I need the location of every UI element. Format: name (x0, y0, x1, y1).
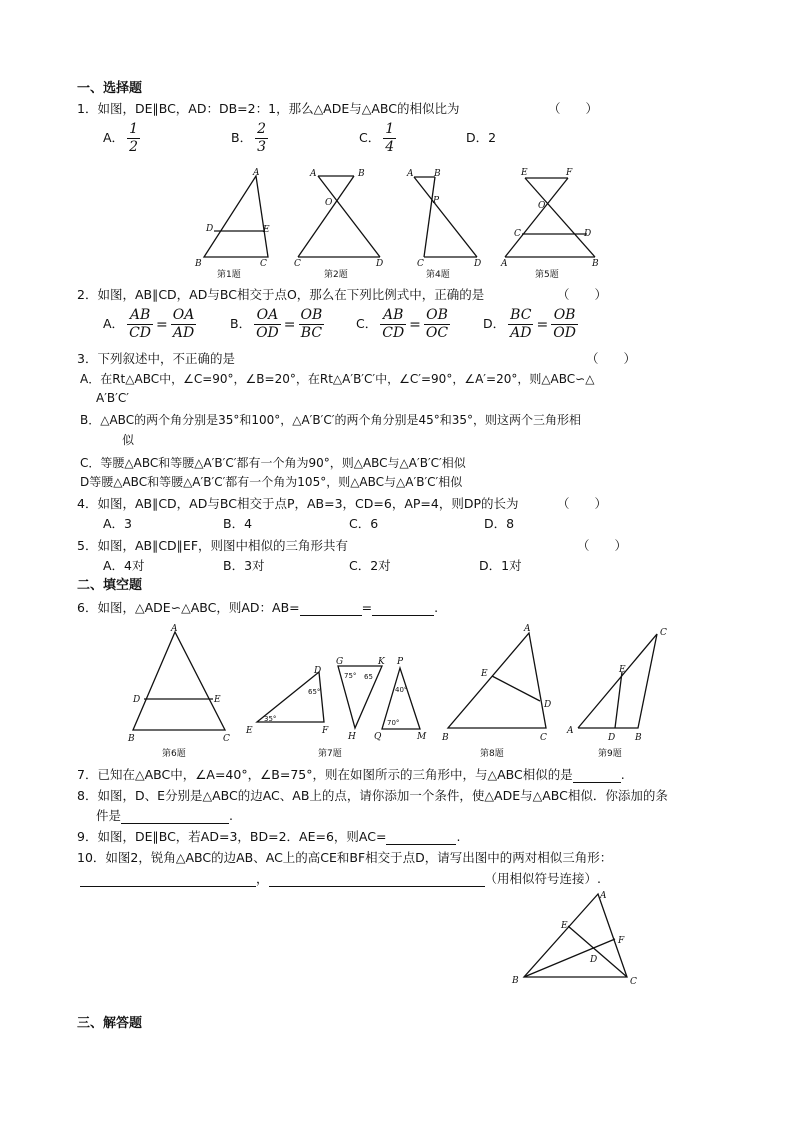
q8-blank[interactable] (121, 810, 229, 824)
fig7-angle-35: 35° (264, 715, 277, 723)
q9-blank[interactable] (386, 831, 456, 845)
fig10-label-c: C (630, 977, 637, 987)
q10-blank-1[interactable] (80, 873, 256, 887)
q4-option-a: A．3 (103, 516, 133, 531)
fig5-label-b: B (592, 259, 599, 269)
question-1-options (103, 119, 143, 157)
fig9-label-e: E (619, 665, 626, 675)
fig9-label-d: D (608, 733, 616, 743)
fig9-caption: 第9题 (598, 749, 622, 759)
fig2-label-a: A (310, 169, 317, 179)
fig10-label-d: D (590, 955, 598, 965)
q5-option-c: C．2对 (349, 558, 391, 573)
q6-blank-2[interactable] (372, 602, 434, 616)
question-1-option-b: B． $\frac{2}{3}$ (231, 121, 266, 155)
question-1-option-d: D．2 (466, 130, 497, 145)
question-5-answer-paren: （ ） (577, 538, 628, 553)
q2-option-a: A． $\frac{AB}{CD}$ = $\frac{OA}{AD}$ (103, 307, 195, 341)
fig7-label-m: M (417, 732, 427, 742)
figure-1 (190, 165, 280, 280)
question-4-text: 4．如图，AB∥CD，AD与BC相交于点P，AB=3，CD=6，AP=4，则DP的长为 (77, 496, 519, 511)
q6-blank-1[interactable] (300, 602, 362, 616)
fig5-label-a: A (501, 259, 508, 269)
fig7-angle-65b: 65 (364, 673, 373, 681)
figure-8 (440, 618, 560, 760)
q1-option-a-label: A． (103, 130, 125, 145)
fig7-label-k: K (378, 657, 385, 667)
fig7-angle-75: 75° (344, 672, 357, 680)
question-3-text: 3．下列叙述中，不正确的是 (77, 351, 235, 366)
fig9-label-b: B (635, 733, 642, 743)
q4-option-c: C．6 (349, 516, 379, 531)
q1-option-a-fraction: $\frac{1}{2}$ (129, 121, 138, 155)
question-1-text: 1．如图，DE∥BC，AD：DB=2：1，那么△ADE与△ABC的相似比为 (77, 101, 460, 116)
fig6-label-e: E (214, 695, 221, 705)
figure-2 (294, 165, 389, 280)
q5-option-d: D．1对 (479, 558, 522, 573)
q4-option-b: B．4 (223, 516, 253, 531)
section-2-title: 二、填空题 (77, 578, 143, 593)
q2-option-b: B． $\frac{OA}{OD}$ = $\frac{OB}{BC}$ (230, 307, 323, 341)
fig10-label-a: A (600, 891, 607, 901)
fig9-label-c: C (660, 628, 667, 638)
fig8-label-a: A (524, 624, 531, 634)
question-5-text: 5．如图，AB∥CD∥EF，则图中相似的三角形共有 (77, 538, 349, 553)
q4-option-d: D．8 (484, 516, 515, 531)
fig1-label-d: D (206, 224, 214, 234)
question-6: 6．如图，△ADE∽△ABC，则AD：AB= = . (77, 600, 439, 615)
q5-option-b: B．3对 (223, 558, 265, 573)
fig1-label-b: B (195, 259, 202, 269)
section-1-title: 一、选择题 (77, 81, 143, 96)
fig8-label-e: E (481, 669, 488, 679)
fig2-label-b: B (358, 169, 365, 179)
q1-option-b-fraction: $\frac{2}{3}$ (257, 121, 266, 155)
fig6-label-b: B (128, 734, 135, 744)
question-3-answer-paren: （ ） (586, 351, 637, 366)
fig8-label-b: B (442, 733, 449, 743)
fig8-label-c: C (540, 733, 547, 743)
q1-option-c-fraction: $\frac{1}{4}$ (385, 121, 395, 155)
figure-4 (404, 165, 489, 280)
question-9: 9．如图，DE∥BC，若AD=3，BD=2．AE=6，则AC= . (77, 829, 461, 844)
question-8-line1: 8．如图，D、E分别是△ABC的边AC、AB上的点，请你添加一个条件，使△ADE与△ABC相似．你添加的条 (77, 788, 668, 803)
fig10-label-f: F (618, 936, 625, 946)
question-2-answer-paren: （ ） (557, 287, 608, 302)
fig4-label-p: P (433, 196, 440, 206)
fig4-caption: 第4题 (426, 270, 450, 280)
q3-option-b-line2: 似 (122, 433, 135, 447)
fig10-label-e: E (561, 921, 568, 931)
fig4-label-a: A (407, 169, 414, 179)
fig7-label-e: E (246, 726, 253, 736)
fig6-label-c: C (223, 734, 230, 744)
fig2-label-c: C (294, 259, 301, 269)
fig2-caption: 第2题 (324, 270, 348, 280)
q3-option-d: D等腰△ABC和等腰△A′B′C′都有一个角为105°，则△ABC与△A′B′C′相似 (80, 475, 463, 489)
fig7-label-h: H (348, 732, 356, 742)
fig6-caption: 第6题 (162, 749, 186, 759)
fig4-label-b: B (434, 169, 441, 179)
fig5-label-e: E (521, 168, 528, 178)
fig5-caption: 第5题 (535, 270, 559, 280)
figure-7 (242, 650, 437, 760)
fig10-label-b: B (512, 976, 519, 986)
fig8-caption: 第8题 (480, 749, 504, 759)
fig5-label-o: O (538, 201, 546, 211)
fig7-label-f: F (322, 726, 329, 736)
figure-5 (495, 165, 605, 280)
q2-option-c: C． $\frac{AB}{CD}$ = $\frac{OB}{OC}$ (356, 307, 449, 341)
fig1-label-e: E (263, 225, 270, 235)
section-3-title: 三、解答题 (77, 1016, 143, 1031)
fig4-label-d: D (474, 259, 482, 269)
figure-9 (566, 618, 676, 760)
q10-blank-2[interactable] (269, 873, 485, 887)
q3-option-b-line1: B．△ABC的两个角分别是35°和100°，△A′B′C′的两个角分别是45°和35°，则这两个三角形相 (80, 413, 582, 427)
fig1-label-a: A (253, 168, 260, 178)
fig2-label-d: D (376, 259, 384, 269)
question-2-text: 2．如图，AB∥CD，AD与BC相交于点O，那么在下列比例式中，正确的是 (77, 287, 485, 302)
question-7: 7．已知在△ABC中，∠A=40°，∠B=75°，则在如图所示的三角形中，与△ABC相似的是 . (77, 767, 625, 782)
question-10-line2: ， （用相似符号连接）. (80, 871, 601, 887)
fig7-label-g: G (336, 657, 344, 667)
fig7-label-q: Q (374, 732, 382, 742)
fig5-label-c: C (514, 229, 521, 239)
question-4-answer-paren: （ ） (557, 496, 608, 511)
q3-option-a-line2: A′B′C′ (96, 391, 129, 405)
fig6-label-d: D (133, 695, 141, 705)
fig4-label-c: C (417, 259, 424, 269)
question-1-answer-paren: （ ） (548, 101, 599, 116)
fig7-caption: 第7题 (318, 749, 342, 759)
question-8-line2: 件是 . (96, 808, 233, 823)
q5-option-a: A．4对 (103, 558, 145, 573)
question-10-line1: 10．如图2，锐角△ABC的边AB、AC上的高CE和BF相交于点D，请写出图中的两对相似三角形： (77, 850, 613, 865)
fig1-label-c: C (260, 259, 267, 269)
fig6-label-a: A (171, 624, 178, 634)
q7-blank[interactable] (573, 769, 621, 783)
q3-option-c: C．等腰△ABC和等腰△A′B′C′都有一个角为90°，则△ABC与△A′B′C′相似 (80, 456, 466, 470)
fig8-label-d: D (544, 700, 552, 710)
fig5-label-f: F (566, 168, 573, 178)
fig7-angle-40: 40° (395, 686, 408, 694)
question-1-option-c: C． $\frac{1}{4}$ (359, 121, 395, 155)
figure-6 (122, 620, 237, 760)
fig9-label-a: A (567, 726, 574, 736)
fig1-caption: 第1题 (217, 270, 241, 280)
fig7-angle-65: 65° (308, 688, 321, 696)
fig7-label-d: D (314, 666, 322, 676)
figure-10 (506, 882, 656, 992)
q3-option-a-line1: A．在Rt△ABC中，∠C=90°，∠B=20°，在Rt△A′B′C′中，∠C′=90°，∠A′=20°，则△ABC∽△ (80, 372, 595, 386)
q2-option-d: D． $\frac{BC}{AD}$ = $\frac{OB}{OD}$ (483, 307, 576, 341)
fig5-label-d: D (584, 229, 592, 239)
fig7-angle-70: 70° (387, 719, 400, 727)
fig2-label-o: O (325, 198, 333, 208)
fig7-label-p: P (397, 657, 404, 667)
